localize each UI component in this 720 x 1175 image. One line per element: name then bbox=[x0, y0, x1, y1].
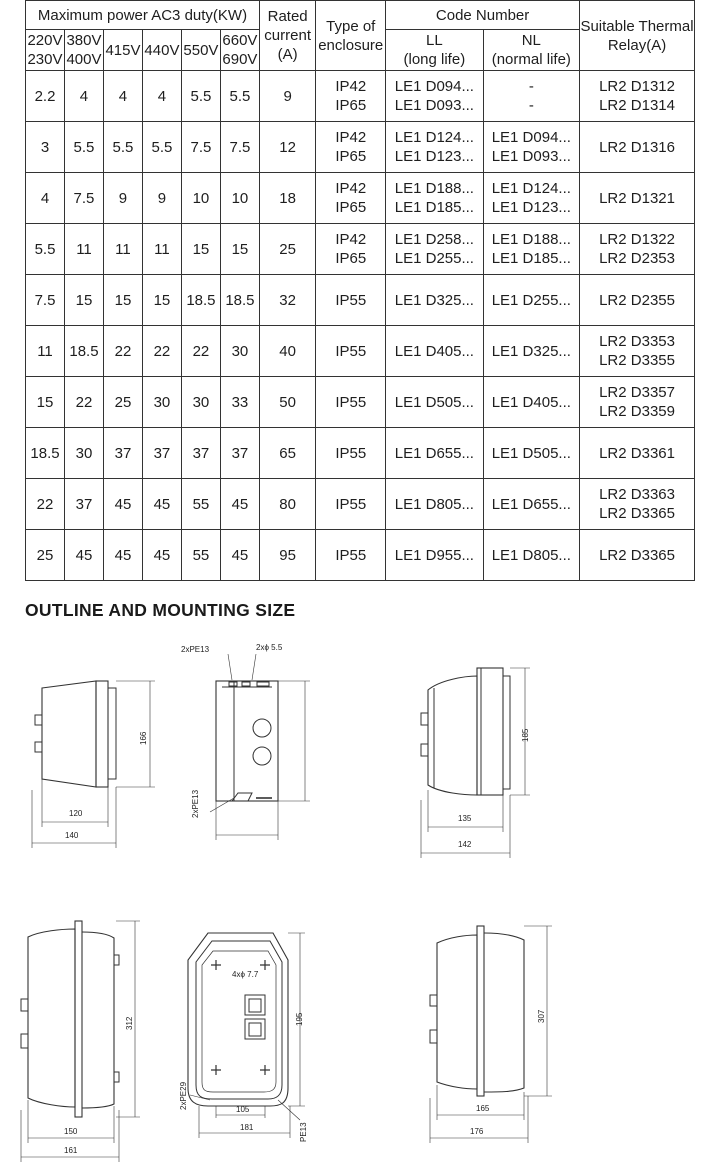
power-cell: 18.5 bbox=[220, 275, 259, 326]
nl-code-cell: LE1 D505... bbox=[483, 428, 579, 479]
relay-cell: LR2 D3361 bbox=[580, 428, 695, 479]
enclosure-cell: IP55 bbox=[316, 326, 386, 377]
dim-text: 195 bbox=[295, 1012, 304, 1026]
relay-cell: LR2 D1316 bbox=[580, 122, 695, 173]
power-cell: 45 bbox=[142, 530, 181, 581]
power-cell: 18.5 bbox=[26, 428, 65, 479]
current-cell: 80 bbox=[259, 479, 315, 530]
power-cell: 18.5 bbox=[64, 326, 103, 377]
header-voltage: 220V 230V bbox=[26, 30, 65, 71]
power-cell: 7.5 bbox=[64, 173, 103, 224]
drawing-small-side bbox=[32, 681, 155, 848]
power-cell: 5.5 bbox=[64, 122, 103, 173]
power-cell: 3 bbox=[26, 122, 65, 173]
enclosure-cell: IP42 IP65 bbox=[316, 224, 386, 275]
relay-cell: LR2 D1312 LR2 D1314 bbox=[580, 71, 695, 122]
dim-text: 166 bbox=[139, 731, 148, 745]
power-cell: 55 bbox=[181, 479, 220, 530]
header-voltage: 415V bbox=[103, 30, 142, 71]
table-row bbox=[26, 377, 695, 428]
header-max-power: Maximum power AC3 duty(KW) bbox=[26, 1, 260, 30]
nl-code-cell: LE1 D405... bbox=[483, 377, 579, 428]
header-nl: NL (normal life) bbox=[483, 30, 579, 71]
current-cell: 25 bbox=[259, 224, 315, 275]
drawing-large-front bbox=[179, 933, 308, 1142]
power-cell: 45 bbox=[103, 479, 142, 530]
power-cell: 5.5 bbox=[26, 224, 65, 275]
power-cell: 2.2 bbox=[26, 71, 65, 122]
enclosure-cell: IP55 bbox=[316, 377, 386, 428]
power-cell: 22 bbox=[26, 479, 65, 530]
power-cell: 11 bbox=[64, 224, 103, 275]
relay-cell: LR2 D1322 LR2 D2353 bbox=[580, 224, 695, 275]
table-row bbox=[26, 530, 695, 581]
power-cell: 45 bbox=[220, 479, 259, 530]
power-cell: 5.5 bbox=[181, 71, 220, 122]
power-cell: 7.5 bbox=[220, 122, 259, 173]
header-rated-current: Rated current (A) bbox=[259, 1, 315, 71]
power-cell: 33 bbox=[220, 377, 259, 428]
dim-text: 312 bbox=[125, 1016, 134, 1030]
power-cell: 15 bbox=[181, 224, 220, 275]
power-cell: 37 bbox=[220, 428, 259, 479]
table-row bbox=[26, 71, 695, 122]
dim-text: 105 bbox=[236, 1105, 250, 1114]
power-cell: 25 bbox=[26, 530, 65, 581]
power-cell: 15 bbox=[220, 224, 259, 275]
power-cell: 11 bbox=[142, 224, 181, 275]
current-cell: 95 bbox=[259, 530, 315, 581]
relay-cell: LR2 D3357 LR2 D3359 bbox=[580, 377, 695, 428]
drawing-large-side bbox=[21, 921, 140, 1162]
table-row bbox=[26, 224, 695, 275]
current-cell: 32 bbox=[259, 275, 315, 326]
current-cell: 50 bbox=[259, 377, 315, 428]
ll-code-cell: LE1 D955... bbox=[386, 530, 483, 581]
power-cell: 10 bbox=[220, 173, 259, 224]
current-cell: 9 bbox=[259, 71, 315, 122]
nl-code-cell: LE1 D188... LE1 D185... bbox=[483, 224, 579, 275]
enclosure-cell: IP55 bbox=[316, 479, 386, 530]
header-voltage: 550V bbox=[181, 30, 220, 71]
power-cell: 5.5 bbox=[220, 71, 259, 122]
ll-code-cell: LE1 D405... bbox=[386, 326, 483, 377]
drawing-xl-side bbox=[430, 926, 552, 1143]
power-cell: 18.5 bbox=[181, 275, 220, 326]
dim-text: 165 bbox=[476, 1104, 490, 1113]
nl-code-cell: - - bbox=[483, 71, 579, 122]
pe-label: 2xPE13 bbox=[181, 645, 210, 654]
power-cell: 5.5 bbox=[142, 122, 181, 173]
power-cell: 15 bbox=[26, 377, 65, 428]
current-cell: 40 bbox=[259, 326, 315, 377]
drawing-small-front bbox=[181, 643, 310, 840]
power-cell: 4 bbox=[64, 71, 103, 122]
power-cell: 10 bbox=[181, 173, 220, 224]
table-row bbox=[26, 326, 695, 377]
header-voltage: 380V 400V bbox=[64, 30, 103, 71]
power-cell: 9 bbox=[142, 173, 181, 224]
relay-cell: LR2 D1321 bbox=[580, 173, 695, 224]
header-voltage: 660V 690V bbox=[220, 30, 259, 71]
power-cell: 37 bbox=[64, 479, 103, 530]
enclosure-cell: IP42 IP65 bbox=[316, 173, 386, 224]
power-cell: 22 bbox=[181, 326, 220, 377]
nl-code-cell: LE1 D805... bbox=[483, 530, 579, 581]
dim-text: 142 bbox=[458, 840, 472, 849]
nl-code-cell: LE1 D325... bbox=[483, 326, 579, 377]
ll-code-cell: LE1 D655... bbox=[386, 428, 483, 479]
power-cell: 45 bbox=[142, 479, 181, 530]
enclosure-cell: IP42 IP65 bbox=[316, 71, 386, 122]
power-cell: 15 bbox=[103, 275, 142, 326]
spec-table bbox=[25, 0, 695, 581]
header-voltage: 440V bbox=[142, 30, 181, 71]
ll-code-cell: LE1 D805... bbox=[386, 479, 483, 530]
header-ll: LL (long life) bbox=[386, 30, 483, 71]
power-cell: 11 bbox=[26, 326, 65, 377]
ll-code-cell: LE1 D124... LE1 D123... bbox=[386, 122, 483, 173]
ll-code-cell: LE1 D094... LE1 D093... bbox=[386, 71, 483, 122]
power-cell: 7.5 bbox=[181, 122, 220, 173]
power-cell: 22 bbox=[64, 377, 103, 428]
current-cell: 65 bbox=[259, 428, 315, 479]
table-row bbox=[26, 479, 695, 530]
power-cell: 7.5 bbox=[26, 275, 65, 326]
power-cell: 9 bbox=[103, 173, 142, 224]
power-cell: 15 bbox=[142, 275, 181, 326]
pe-label: 2xPE29 bbox=[179, 1081, 188, 1110]
dim-text: 176 bbox=[470, 1127, 484, 1136]
power-cell: 37 bbox=[181, 428, 220, 479]
current-cell: 18 bbox=[259, 173, 315, 224]
hole-label: 2xϕ 5.5 bbox=[256, 643, 283, 652]
power-cell: 4 bbox=[103, 71, 142, 122]
pe-label: PE13 bbox=[299, 1122, 308, 1142]
drawing-medium-side bbox=[421, 668, 530, 858]
nl-code-cell: LE1 D655... bbox=[483, 479, 579, 530]
table-row bbox=[26, 122, 695, 173]
outline-drawings bbox=[0, 630, 720, 1175]
ll-code-cell: LE1 D505... bbox=[386, 377, 483, 428]
enclosure-cell: IP42 IP65 bbox=[316, 122, 386, 173]
pe-label: 2xPE13 bbox=[191, 789, 200, 818]
power-cell: 45 bbox=[64, 530, 103, 581]
table-row bbox=[26, 275, 695, 326]
power-cell: 30 bbox=[220, 326, 259, 377]
power-cell: 22 bbox=[142, 326, 181, 377]
header-enclosure: Type of enclosure bbox=[316, 1, 386, 71]
table-row bbox=[26, 173, 695, 224]
nl-code-cell: LE1 D124... LE1 D123... bbox=[483, 173, 579, 224]
relay-cell: LR2 D2355 bbox=[580, 275, 695, 326]
dim-text: 140 bbox=[65, 831, 79, 840]
dim-text: 135 bbox=[458, 814, 472, 823]
enclosure-cell: IP55 bbox=[316, 530, 386, 581]
ll-code-cell: LE1 D325... bbox=[386, 275, 483, 326]
power-cell: 4 bbox=[142, 71, 181, 122]
dim-text: 185 bbox=[521, 728, 530, 742]
header-code-number: Code Number bbox=[386, 1, 580, 30]
enclosure-cell: IP55 bbox=[316, 275, 386, 326]
power-cell: 5.5 bbox=[103, 122, 142, 173]
power-cell: 30 bbox=[142, 377, 181, 428]
relay-cell: LR2 D3365 bbox=[580, 530, 695, 581]
ll-code-cell: LE1 D258... LE1 D255... bbox=[386, 224, 483, 275]
ll-code-cell: LE1 D188... LE1 D185... bbox=[386, 173, 483, 224]
relay-cell: LR2 D3353 LR2 D3355 bbox=[580, 326, 695, 377]
hole-label: 4xϕ 7.7 bbox=[232, 970, 259, 979]
power-cell: 4 bbox=[26, 173, 65, 224]
power-cell: 30 bbox=[64, 428, 103, 479]
power-cell: 25 bbox=[103, 377, 142, 428]
power-cell: 22 bbox=[103, 326, 142, 377]
dim-text: 307 bbox=[537, 1009, 546, 1023]
current-cell: 12 bbox=[259, 122, 315, 173]
power-cell: 45 bbox=[220, 530, 259, 581]
nl-code-cell: LE1 D094... LE1 D093... bbox=[483, 122, 579, 173]
nl-code-cell: LE1 D255... bbox=[483, 275, 579, 326]
power-cell: 37 bbox=[103, 428, 142, 479]
dim-text: 150 bbox=[64, 1127, 78, 1136]
power-cell: 55 bbox=[181, 530, 220, 581]
section-title: OUTLINE AND MOUNTING SIZE bbox=[25, 600, 296, 620]
header-relay: Suitable Thermal Relay(A) bbox=[580, 1, 695, 71]
power-cell: 45 bbox=[103, 530, 142, 581]
dim-text: 161 bbox=[64, 1146, 78, 1155]
table-row bbox=[26, 428, 695, 479]
dim-text: 181 bbox=[240, 1123, 254, 1132]
power-cell: 15 bbox=[64, 275, 103, 326]
enclosure-cell: IP55 bbox=[316, 428, 386, 479]
power-cell: 11 bbox=[103, 224, 142, 275]
power-cell: 37 bbox=[142, 428, 181, 479]
power-cell: 30 bbox=[181, 377, 220, 428]
dim-text: 120 bbox=[69, 809, 83, 818]
relay-cell: LR2 D3363 LR2 D3365 bbox=[580, 479, 695, 530]
